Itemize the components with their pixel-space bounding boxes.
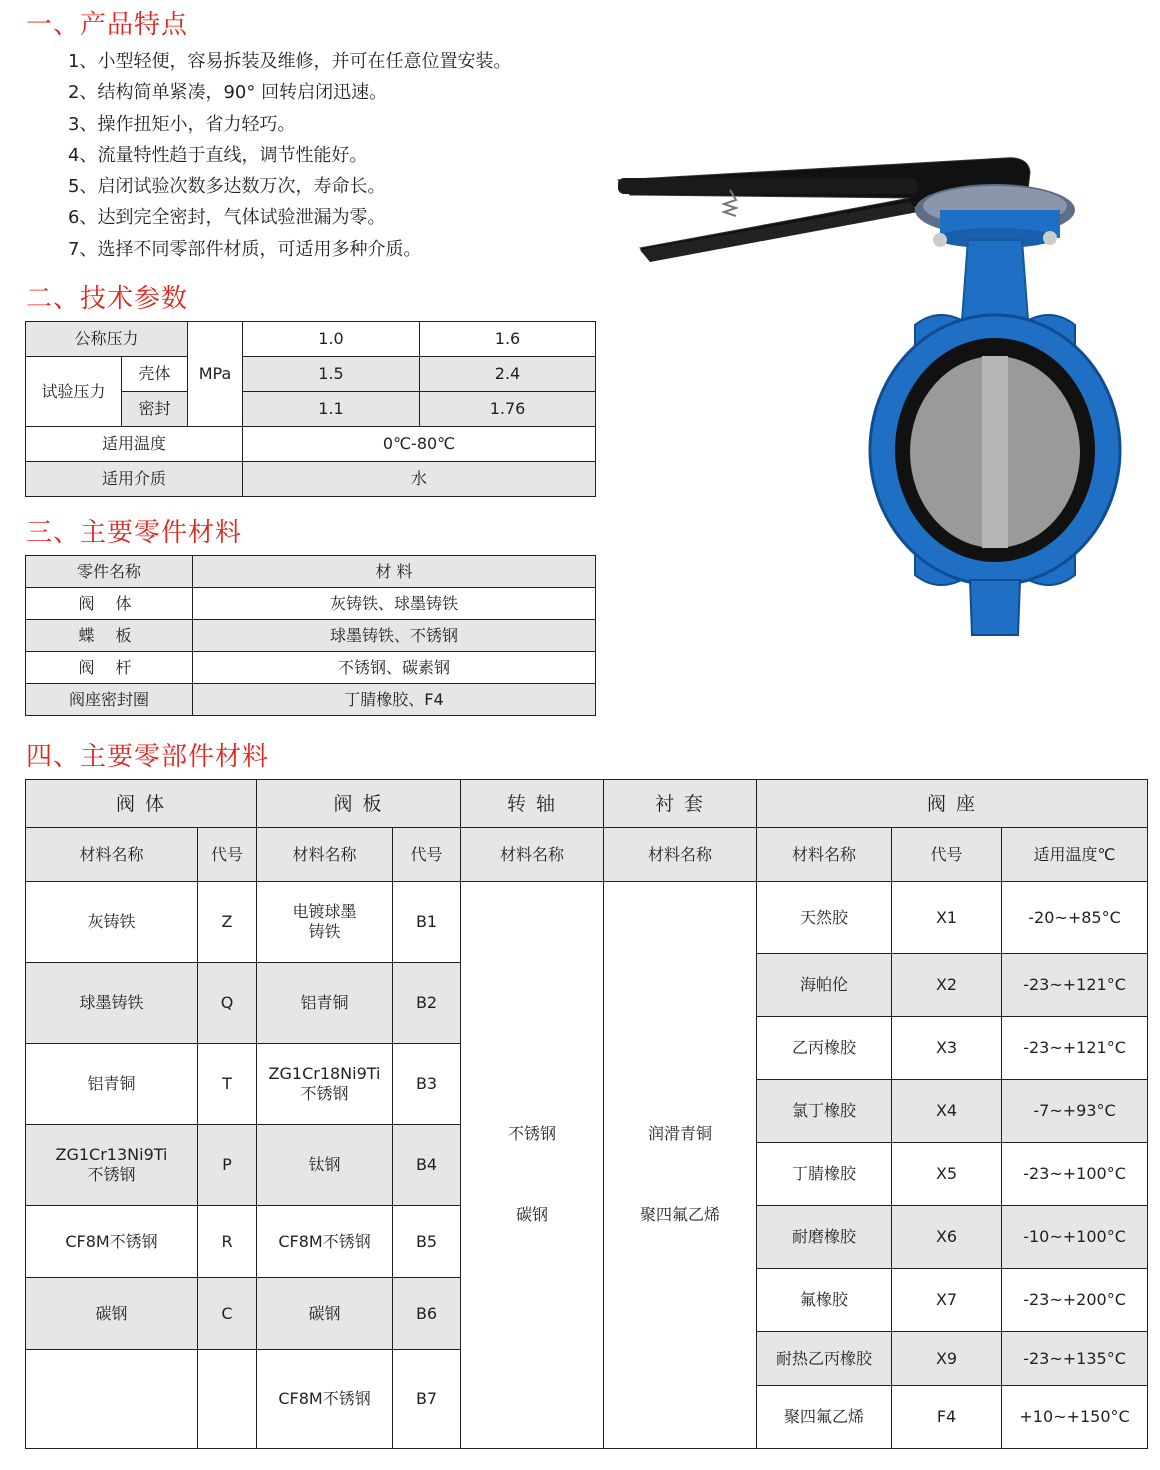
seat-temp: -23~+135°C <box>1002 1332 1148 1386</box>
feature-item: 7、选择不同零部件材质，可适用多种介质。 <box>68 238 422 260</box>
disc-material: 电镀球墨 铸铁 <box>257 882 393 963</box>
body-code: C <box>198 1278 257 1350</box>
table-row <box>26 620 596 652</box>
sub-header: 材料名称 <box>757 828 892 882</box>
bushing-material <box>604 882 757 1098</box>
section-title-materials: 四、主要零部件材料 <box>26 742 270 772</box>
feature-item: 6、达到完全密封，气体试验泄漏为零。 <box>68 207 386 229</box>
section-title-parts: 三、主要零件材料 <box>26 518 243 548</box>
feature-list <box>68 46 511 265</box>
pressure-unit: MPa <box>188 322 243 427</box>
seat-temp: -7~+93°C <box>1002 1080 1148 1143</box>
section-title-features: 一、产品特点 <box>26 10 189 40</box>
body-code: R <box>198 1206 257 1278</box>
seat-material: 海帕伦 <box>757 954 892 1017</box>
seat-code: X2 <box>892 954 1002 1017</box>
materials-table <box>25 779 1148 1449</box>
parts-header-material: 材 料 <box>193 556 596 588</box>
seat-code: X7 <box>892 1269 1002 1332</box>
table-row <box>26 588 596 620</box>
feature-item: 2、结构简单紧凑，90° 回转启闭迅速。 <box>68 82 388 104</box>
seat-material: 乙丙橡胶 <box>757 1017 892 1080</box>
bushing-material: 聚四氟乙烯 <box>604 1170 757 1260</box>
disc-material: 铝青铜 <box>257 963 393 1044</box>
sub-header: 材料名称 <box>604 828 757 882</box>
part-material: 球墨铸铁、不锈钢 <box>193 620 596 652</box>
temp-value: 0℃-80℃ <box>243 427 596 462</box>
body-material: CF8M不锈钢 <box>26 1206 198 1278</box>
part-material: 不锈钢、碳素钢 <box>193 652 596 684</box>
temp-label: 适用温度 <box>26 427 243 462</box>
body-material: 碳钢 <box>26 1278 198 1350</box>
seat-temp: -20~+85°C <box>1002 882 1148 954</box>
shell-value-2: 2.4 <box>420 357 596 392</box>
sub-header: 代号 <box>892 828 1002 882</box>
part-name: 阀座密封圈 <box>26 684 193 716</box>
seat-code: F4 <box>892 1386 1002 1449</box>
part-name: 阀 杆 <box>26 652 193 684</box>
body-code <box>198 1350 257 1449</box>
seat-material: 耐热乙丙橡胶 <box>757 1332 892 1386</box>
tech-params-table <box>25 321 596 497</box>
bushing-material <box>604 1260 757 1449</box>
group-header: 转 轴 <box>461 780 604 828</box>
seat-temp: -23~+100°C <box>1002 1143 1148 1206</box>
nominal-value-1: 1.0 <box>243 322 420 357</box>
shaft-material: 碳钢 <box>461 1170 604 1260</box>
sub-header: 材料名称 <box>461 828 604 882</box>
bushing-material: 润滑青铜 <box>604 1098 757 1170</box>
table-subheader-row <box>26 828 1148 882</box>
shell-label: 壳体 <box>122 357 188 392</box>
seat-material: 氯丁橡胶 <box>757 1080 892 1143</box>
seal-value-1: 1.1 <box>243 392 420 427</box>
disc-code: B7 <box>393 1350 461 1449</box>
body-code: P <box>198 1125 257 1206</box>
shaft-material <box>461 1260 604 1449</box>
body-material: 铝青铜 <box>26 1044 198 1125</box>
butterfly-valve-image <box>610 150 1140 650</box>
seal-value-2: 1.76 <box>420 392 596 427</box>
table-row <box>26 882 1148 891</box>
seat-temp: -23~+200°C <box>1002 1269 1148 1332</box>
disc-code: B4 <box>393 1125 461 1206</box>
seat-temp: -23~+121°C <box>1002 954 1148 1017</box>
table-row <box>26 684 596 716</box>
seat-code: X4 <box>892 1080 1002 1143</box>
shaft-material: 不锈钢 <box>461 1098 604 1170</box>
body-material: ZG1Cr13Ni9Ti 不锈钢 <box>26 1125 198 1206</box>
seat-material: 丁腈橡胶 <box>757 1143 892 1206</box>
disc-material: 钛钢 <box>257 1125 393 1206</box>
medium-value: 水 <box>243 462 596 497</box>
seat-code: X1 <box>892 882 1002 954</box>
feature-item: 5、启闭试验次数多达数万次，寿命长。 <box>68 176 386 198</box>
body-code: T <box>198 1044 257 1125</box>
group-header: 阀 座 <box>757 780 1148 828</box>
disc-material: 碳钢 <box>257 1278 393 1350</box>
disc-code: B5 <box>393 1206 461 1278</box>
body-material <box>26 1350 198 1449</box>
disc-material: CF8M不锈钢 <box>257 1206 393 1278</box>
disc-material: CF8M不锈钢 <box>257 1350 393 1449</box>
parts-table <box>25 555 596 716</box>
test-pressure-label: 试验压力 <box>26 357 122 427</box>
part-material: 丁腈橡胶、F4 <box>193 684 596 716</box>
seat-code: X5 <box>892 1143 1002 1206</box>
sub-header: 材料名称 <box>26 828 198 882</box>
seat-temp: -10~+100°C <box>1002 1206 1148 1269</box>
group-header: 阀 板 <box>257 780 461 828</box>
seat-material: 聚四氟乙烯 <box>757 1386 892 1449</box>
disc-code: B2 <box>393 963 461 1044</box>
body-code: Q <box>198 963 257 1044</box>
disc-code: B1 <box>393 882 461 963</box>
table-row <box>26 652 596 684</box>
seat-temp: -23~+121°C <box>1002 1017 1148 1080</box>
sub-header: 材料名称 <box>257 828 393 882</box>
seat-code: X3 <box>892 1017 1002 1080</box>
seat-material: 耐磨橡胶 <box>757 1206 892 1269</box>
group-header: 衬 套 <box>604 780 757 828</box>
disc-code: B3 <box>393 1044 461 1125</box>
seal-label: 密封 <box>122 392 188 427</box>
disc-material: ZG1Cr18Ni9Ti 不锈钢 <box>257 1044 393 1125</box>
nominal-pressure-label: 公称压力 <box>26 322 188 357</box>
sub-header: 代号 <box>198 828 257 882</box>
body-code: Z <box>198 882 257 963</box>
part-material: 灰铸铁、球墨铸铁 <box>193 588 596 620</box>
section-title-tech: 二、技术参数 <box>26 284 189 314</box>
medium-label: 适用介质 <box>26 462 243 497</box>
feature-item: 3、操作扭矩小，省力轻巧。 <box>68 113 296 135</box>
sub-header: 适用温度℃ <box>1002 828 1148 882</box>
seat-temp: +10~+150°C <box>1002 1386 1148 1449</box>
shell-value-1: 1.5 <box>243 357 420 392</box>
feature-item: 4、流量特性趋于直线，调节性能好。 <box>68 144 368 166</box>
sub-header: 代号 <box>393 828 461 882</box>
nominal-value-2: 1.6 <box>420 322 596 357</box>
feature-item: 1、小型轻便，容易拆装及维修，并可在任意位置安装。 <box>68 51 512 72</box>
table-header-row <box>26 780 1148 828</box>
part-name: 阀 体 <box>26 588 193 620</box>
shaft-material <box>461 882 604 1098</box>
body-material: 球墨铸铁 <box>26 963 198 1044</box>
seat-material: 氟橡胶 <box>757 1269 892 1332</box>
seat-material: 天然胶 <box>757 882 892 954</box>
seat-code: X9 <box>892 1332 1002 1386</box>
parts-header-name: 零件名称 <box>26 556 193 588</box>
group-header: 阀 体 <box>26 780 257 828</box>
part-name: 蝶 板 <box>26 620 193 652</box>
body-material: 灰铸铁 <box>26 882 198 963</box>
seat-code: X6 <box>892 1206 1002 1269</box>
disc-code: B6 <box>393 1278 461 1350</box>
